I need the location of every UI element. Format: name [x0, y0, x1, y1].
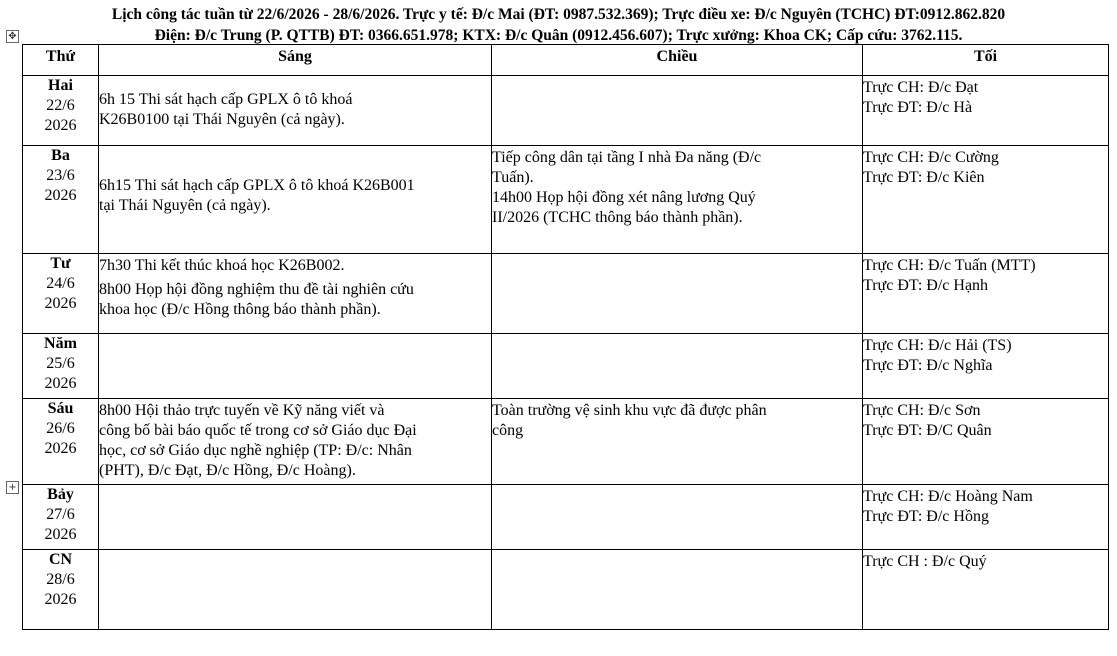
cell-text-line: Tuấn).	[492, 169, 534, 186]
day-cell	[23, 254, 99, 334]
day-cell	[23, 399, 99, 485]
cell-text-line: Trực ĐT: Đ/c Nghĩa	[863, 357, 993, 374]
evening-cell[interactable]	[863, 485, 1109, 550]
day-date: 28/6	[46, 571, 75, 588]
schedule-title: Lịch công tác tuần từ 22/6/2026 - 28/6/2026. Trực y tế: Đ/c Mai (ĐT: 0987.532.369); Trực điều xe: Đ/c Nguyên (TCHC) ĐT:0912.862.820	[111, 6, 1006, 23]
schedule-subtitle: Điện: Đ/c Trung (P. QTTB) ĐT: 0366.651.978; KTX: Đ/c Quân (0912.456.607); Trực xưởng: Khoa CK; Cấp cứu: 3762.115.	[154, 27, 963, 44]
cell-text-line: (PHT), Đ/c Đạt, Đ/c Hồng, Đ/c Hoàng).	[99, 462, 356, 479]
morning-cell[interactable]	[99, 254, 492, 334]
day-year: 2026	[44, 375, 77, 392]
cell-text-line: học, cơ sở Giáo dục nghề nghiệp (TP: Đ/c: Nhân	[99, 442, 412, 459]
morning-cell[interactable]	[99, 550, 492, 630]
day-year: 2026	[44, 440, 77, 457]
morning-cell[interactable]	[99, 76, 492, 146]
day-cell	[23, 146, 99, 254]
afternoon-cell[interactable]	[492, 399, 863, 485]
table-header-row	[23, 45, 1109, 76]
cell-text-line: Trực ĐT: Đ/C Quân	[863, 422, 992, 439]
day-year: 2026	[44, 295, 77, 312]
cell-text-line: công bố bài báo quốc tế trong cơ sở Giáo dục Đại	[99, 422, 417, 439]
evening-cell[interactable]	[863, 399, 1109, 485]
afternoon-cell[interactable]	[492, 334, 863, 399]
column-header-evening: Tối	[863, 45, 1109, 76]
cell-text-line: Trực CH: Đ/c Tuấn (MTT)	[863, 257, 1036, 274]
day-cell	[23, 76, 99, 146]
day-date: 22/6	[46, 97, 75, 114]
evening-cell[interactable]	[863, 334, 1109, 399]
day-date: 24/6	[46, 275, 75, 292]
table-row	[23, 485, 1109, 550]
evening-cell[interactable]	[863, 146, 1109, 254]
cell-text-line: 14h00 Họp hội đồng xét nâng lương Quý	[492, 189, 756, 206]
day-year: 2026	[44, 526, 77, 543]
cell-text-line: Trực CH: Đ/c Cường	[863, 149, 999, 166]
cell-text-line: II/2026 (TCHC thông báo thành phần).	[492, 209, 743, 226]
cell-text-line: 8h00 Họp hội đồng nghiệm thu đề tài nghiên cứu	[99, 281, 414, 298]
day-date: 26/6	[46, 420, 75, 437]
cell-text-line: 8h00 Hội thảo trực tuyến về Kỹ năng viết và	[99, 402, 385, 419]
day-year: 2026	[44, 117, 77, 134]
cell-text-line: Trực CH: Đ/c Hải (TS)	[863, 337, 1012, 354]
day-cell	[23, 485, 99, 550]
cell-text-line: K26B0100 tại Thái Nguyên (cả ngày).	[99, 111, 345, 128]
table-row	[23, 399, 1109, 485]
cell-text-line: Trực CH: Đ/c Hoàng Nam	[863, 488, 1033, 505]
afternoon-cell[interactable]	[492, 485, 863, 550]
table-row	[23, 334, 1109, 399]
day-date: 25/6	[46, 355, 75, 372]
cell-text-line: Trực CH: Đ/c Đạt	[863, 79, 979, 96]
day-date: 27/6	[46, 506, 75, 523]
cell-text-line: Trực CH : Đ/c Quý	[863, 553, 987, 570]
day-cell	[23, 550, 99, 630]
move-icon[interactable]: ✥	[6, 30, 19, 43]
cell-text-line: 7h30 Thi kết thúc khoá học K26B002.	[99, 257, 345, 274]
cell-text-line: Trực CH: Đ/c Sơn	[863, 402, 981, 419]
morning-cell[interactable]	[99, 399, 492, 485]
day-name: Năm	[44, 335, 77, 352]
evening-cell[interactable]	[863, 76, 1109, 146]
cell-text-line: Trực ĐT: Đ/c Hà	[863, 99, 973, 116]
cell-text-line: công	[492, 422, 524, 439]
table-row	[23, 254, 1109, 334]
day-cell	[23, 334, 99, 399]
evening-cell[interactable]	[863, 550, 1109, 630]
cell-text-line: Trực ĐT: Đ/c Hồng	[863, 508, 989, 525]
day-name: Hai	[48, 77, 73, 94]
afternoon-cell[interactable]	[492, 146, 863, 254]
morning-cell[interactable]	[99, 334, 492, 399]
cell-text-line: Trực ĐT: Đ/c Hạnh	[863, 277, 989, 294]
day-name: Bảy	[47, 486, 74, 503]
column-header-morning: Sáng	[99, 45, 492, 76]
evening-cell[interactable]	[863, 254, 1109, 334]
day-name: Sáu	[47, 400, 74, 417]
day-name: Tư	[50, 255, 71, 272]
cell-text-line: Tiếp công dân tại tầng I nhà Đa năng (Đ/c	[492, 149, 762, 166]
day-name: Ba	[51, 147, 70, 164]
table-row	[23, 146, 1109, 254]
morning-cell[interactable]	[99, 485, 492, 550]
day-year: 2026	[44, 187, 77, 204]
table-row	[23, 550, 1109, 630]
plus-icon[interactable]: +	[6, 481, 19, 494]
column-header-afternoon: Chiều	[492, 45, 863, 76]
cell-text-line: khoa học (Đ/c Hồng thông báo thành phần).	[99, 301, 381, 318]
cell-text-line: Toàn trường vệ sinh khu vực đã được phân	[492, 402, 767, 419]
cell-text-line: tại Thái Nguyên (cả ngày).	[99, 197, 271, 214]
column-header-day: Thứ	[23, 45, 99, 76]
cell-text-line: Trực ĐT: Đ/c Kiên	[863, 169, 985, 186]
afternoon-cell[interactable]	[492, 254, 863, 334]
day-name: CN	[48, 551, 73, 568]
day-year: 2026	[44, 591, 77, 608]
afternoon-cell[interactable]	[492, 76, 863, 146]
table-row	[23, 76, 1109, 146]
cell-text-line: 6h 15 Thi sát hạch cấp GPLX ô tô khoá	[99, 91, 353, 108]
morning-cell[interactable]	[99, 146, 492, 254]
afternoon-cell[interactable]	[492, 550, 863, 630]
day-date: 23/6	[46, 167, 75, 184]
schedule-table	[22, 44, 1109, 630]
cell-text-line: 6h15 Thi sát hạch cấp GPLX ô tô khoá K26B001	[99, 177, 415, 194]
